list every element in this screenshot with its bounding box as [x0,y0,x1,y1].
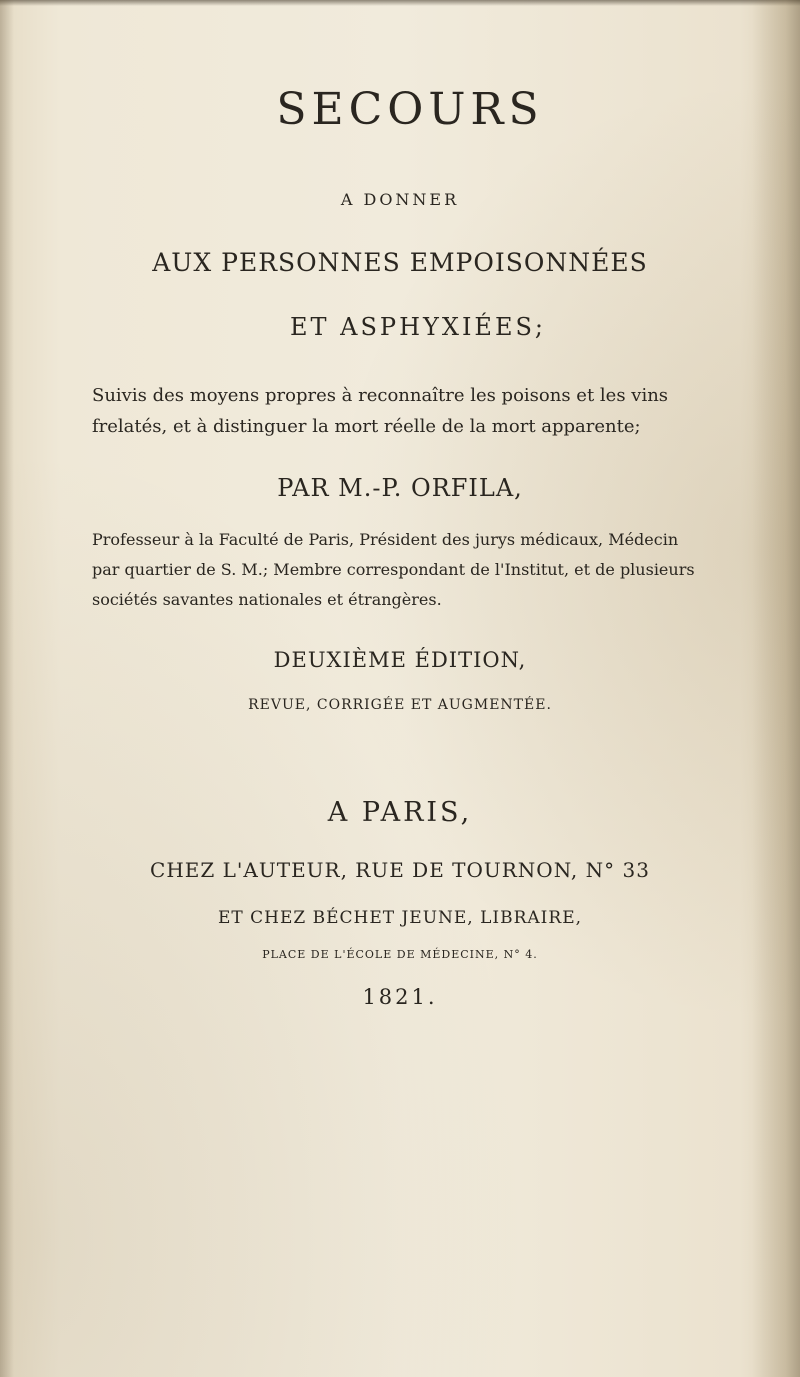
description-paragraph: Suivis des moyens propres à reconnaître les poisons et les vins frelatés, et à distinguer la mort réelle de la mort apparente; [92,385,669,437]
book-title: SECOURS [276,84,544,135]
publisher-line-1: CHEZ L'AUTEUR, RUE DE TOURNON, N° 33 [150,858,650,882]
author-titles: Professeur à la Faculté de Paris, Président des jurys médicaux, Médecin par quartier de S. M.; Membre correspondant de l'Institut, et de plusieurs sociétés savantes nationales et étrangères. [92,530,695,609]
edition-line: DEUXIÈME ÉDITION, [273,648,527,672]
publisher-address: PLACE DE L'ÉCOLE DE MÉDECINE, N° 4. [262,948,538,961]
edition-note: REVUE, CORRIGÉE ET AUGMENTÉE. [248,697,552,713]
book-subtitle: A DONNER [340,190,460,209]
main-title-line-2: ET ASPHYXIÉES; [290,313,546,341]
author-line: PAR M.-P. ORFILA, [277,474,523,502]
publisher-line-2: ET CHEZ BÉCHET JEUNE, LIBRAIRE, [217,908,583,928]
publication-year: 1821. [362,985,438,1009]
page-top-shadow [0,0,800,6]
main-title-line-1: AUX PERSONNES EMPOISONNÉES [152,248,648,277]
publication-city: A PARIS, [327,797,473,828]
